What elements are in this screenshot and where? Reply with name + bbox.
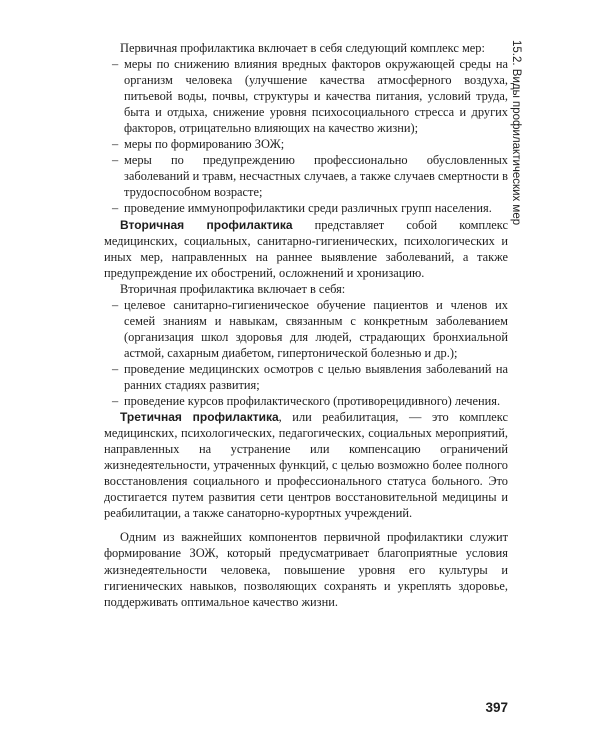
paragraph-tertiary: Третичная профилактика, или реабилитация, — это комплекс медицинских, психологических, педагогических, социальных мероприятий, направленных на устранение или компенсацию ограничений жизнедеятельности, утраченных функций, с целью возможно более полного восстановления социального и профессионального статуса больного. Это достигается путем развития сети центров восстановительной медицины и реабилитации, а также санаторно-курортных учреждений. — [104, 410, 509, 521]
body-text — [104, 40, 508, 610]
term-secondary: Вторичная профилактика — [120, 217, 293, 232]
list-item: – проведение медицинских осмотров с целью выявления заболеваний на ранних стадиях развития; — [112, 361, 508, 392]
dash-bullet: – — [112, 57, 119, 72]
list-item: – целевое санитарно-гигиеническое обучение пациентов и членов их семей знаниям и навыкам, связанным с конкретным заболеванием (организация школ здоровья для людей, страдающих бронхиальной астмой, сахарным диабетом, гипертонической болезнью и др.); — [112, 297, 508, 360]
list-item: – проведение иммунопрофилактики среди различных групп населения. — [112, 201, 492, 216]
dash-bullet: – — [112, 361, 119, 376]
list-primary-measures — [104, 56, 508, 216]
dash-bullet: – — [112, 153, 119, 168]
page-number: 397 — [485, 700, 508, 715]
list-secondary-measures — [104, 297, 508, 409]
paragraph-primary-intro: Первичная профилактика включает в себя следующий комплекс мер: — [120, 41, 485, 55]
running-header: 15.2. Виды профилактических мер — [510, 40, 522, 226]
list-item: – меры по предупреждению профессионально обусловленных заболеваний и травм, несчастных случаев, а также случаев смертности в трудоспособном возрасте; — [112, 153, 508, 200]
paragraph-secondary: Вторичная профилактика представляет собой комплекс медицинских, социальных, санитарно-гигиенических, психологических и иных мер, направленных на раннее выявление заболеваний, а также предупреждение их обострений, осложнений и хронизацию. — [104, 217, 508, 280]
paragraph-healthy-lifestyle: Одним из важнейших компонентов первичной профилактики служит формирование ЗОЖ, который предусматривает благоприятные условия жизнедеятельности человека, повышение уровня его культуры и гигиенических навыков, позволяющих сохранять и укреплять здоровье, поддерживать оптимальное качество жизни. — [104, 530, 508, 609]
term-tertiary: Третичная профилактика — [120, 410, 279, 425]
list-item: – проведение курсов профилактического (противорецидивного) лечения. — [112, 394, 501, 409]
dash-bullet: – — [112, 137, 119, 152]
dash-bullet: – — [112, 201, 119, 216]
dash-bullet: – — [112, 297, 119, 312]
list-item: – меры по снижению влияния вредных факторов окружающей среды на организм человека (улучшение качества атмосферного воздуха, питьевой воды, почвы, структуры и качества питания, условий труда, быта и отдыха, снижение уровня психосоциального стресса и других факторов, отрицательно влияющих на качество жизни); — [112, 57, 508, 136]
list-item: – меры по формированию ЗОЖ; — [112, 137, 285, 152]
paragraph-secondary-intro: Вторичная профилактика включает в себя: — [120, 281, 346, 296]
dash-bullet: – — [112, 394, 119, 409]
